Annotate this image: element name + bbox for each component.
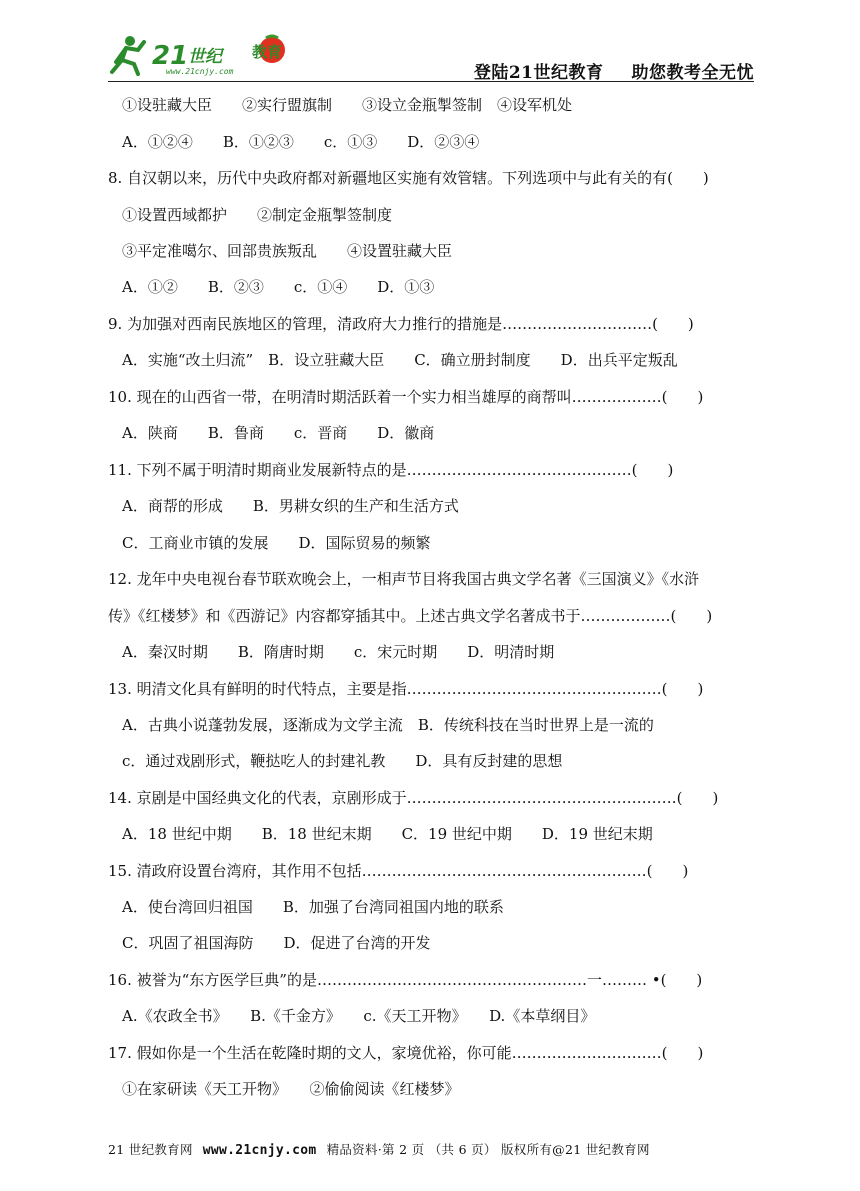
question-line: 16. 被誉为“东方医学巨典”的是………………………………………………一……… •( )	[108, 971, 703, 989]
option-line: A．商帮的形成 B．男耕女织的生产和生活方式	[122, 497, 459, 515]
footer-site-link[interactable]: www.21cnjy.com	[202, 1143, 317, 1158]
option-line: A．①② B．②③ c．①④ D．①③	[122, 278, 435, 296]
option-line: A．古典小说蓬勃发展，逐渐成为文学主流 B．传统科技在当时世界上是一流的	[122, 716, 654, 734]
question-line: 12. 龙年中央电视台春节联欢晚会上，一相声节目将我国古典文学名著《三国演义》《水浒	[108, 570, 700, 588]
option-line: A．秦汉时期 B．隋唐时期 c．宋元时期 D．明清时期	[122, 643, 555, 661]
page-footer	[108, 1140, 768, 1158]
option-line: C．工商业市镇的发展 D．国际贸易的频繁	[122, 534, 431, 552]
runner-icon	[112, 36, 144, 74]
option-line: A．实施“改土归流” B．设立驻藏大臣 C．确立册封制度 D．出兵平定叛乱	[122, 351, 678, 369]
footer-right: 精品资料·第 2 页 （共 6 页） 版权所有@21 世纪教育网	[326, 1142, 650, 1157]
svg-text:教育: 教育	[252, 43, 283, 61]
site-logo	[108, 32, 308, 76]
question-line: 14. 京剧是中国经典文化的代表，京剧形成于………………………………………………( )	[108, 789, 719, 807]
option-line: A．使台湾回归祖国 B．加强了台湾同祖国内地的联系	[122, 898, 504, 916]
header-slogan	[474, 58, 754, 83]
slogan-right: 助您教考全无忧	[631, 63, 754, 83]
option-line: C．巩固了祖国海防 D．促进了台湾的开发	[122, 934, 431, 952]
svg-text:www.21cnjy.com: www.21cnjy.com	[166, 67, 234, 76]
option-line: ③平定准噶尔、回部贵族叛乱 ④设置驻藏大臣	[122, 242, 453, 260]
footer-left: 21 世纪教育网	[108, 1142, 193, 1157]
page-header	[108, 28, 754, 84]
option-line: ①设驻藏大臣 ②实行盟旗制 ③设立金瓶掣签制 ④设军机处	[122, 96, 573, 114]
option-line: A．18 世纪中期 B．18 世纪末期 C．19 世纪中期 D．19 世纪末期	[122, 825, 653, 843]
option-line: A．①②④ B．①②③ c．①③ D．②③④	[122, 133, 480, 151]
svg-text:21: 21	[152, 41, 189, 71]
question-line: 9. 为加强对西南民族地区的管理，清政府大力推行的措施是…………………………( )	[108, 315, 694, 333]
question-line: 13. 明清文化具有鲜明的时代特点，主要是指……………………………………………( )	[108, 680, 704, 698]
option-line: A．陕商 B．鲁商 c．晋商 D．徽商	[122, 424, 435, 442]
option-line: ①在家研读《天工开物》 ②偷偷阅读《红楼梦》	[122, 1080, 460, 1098]
svg-text:世纪: 世纪	[188, 47, 222, 67]
question-line: 传》《红楼梦》和《西游记》内容都穿插其中。上述古典文学名著成书于………………( )	[108, 607, 713, 625]
option-line: A.《农政全书》 B.《千金方》 c.《天工开物》 D.《本草纲目》	[122, 1007, 596, 1025]
question-line: 10. 现在的山西省一带，在明清时期活跃着一个实力相当雄厚的商帮叫………………( )	[108, 388, 704, 406]
option-line: c．通过戏剧形式，鞭挞吃人的封建礼教 D．具有反封建的思想	[122, 752, 563, 770]
question-line: 8. 自汉朝以来，历代中央政府都对新疆地区实施有效管辖。下列选项中与此有关的有( )	[108, 169, 709, 187]
question-line: 15. 清政府设置台湾府，其作用不包括…………………………………………………( )	[108, 862, 689, 880]
header-divider	[108, 81, 754, 82]
question-line: 11. 下列不属于明清时期商业发展新特点的是………………………………………( )	[108, 461, 674, 479]
question-line: 17. 假如你是一个生活在乾隆时期的文人，家境优裕，你可能…………………………( )	[108, 1044, 704, 1062]
slogan-left: 登陆21世纪教育	[473, 63, 604, 83]
option-line: ①设置西域都护 ②制定金瓶掣签制度	[122, 206, 393, 224]
